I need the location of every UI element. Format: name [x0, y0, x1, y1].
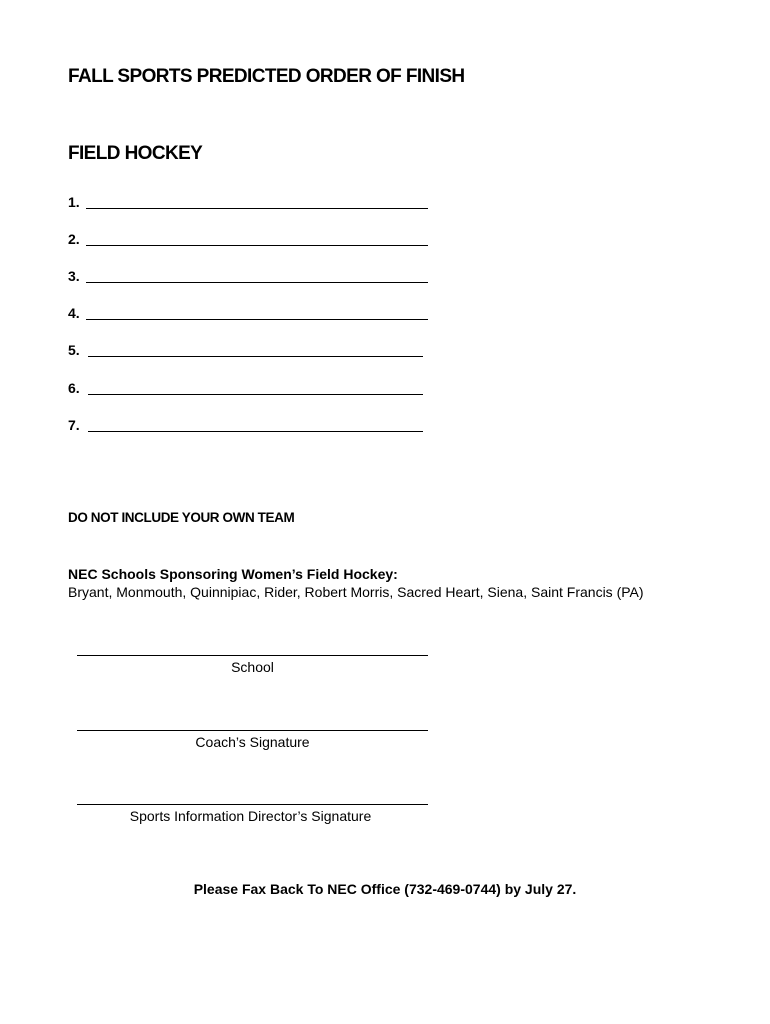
ranking-blank-field[interactable]: [86, 208, 428, 209]
ranking-blank-field[interactable]: [86, 282, 428, 283]
school-label: School: [231, 659, 274, 675]
ranking-line-2: [68, 231, 448, 251]
ranking-line-7: [68, 417, 448, 437]
ranking-line-6: [68, 380, 448, 400]
ranking-line-1: [68, 194, 448, 214]
ranking-line-4: [68, 305, 448, 325]
ranking-number: 7.: [68, 417, 80, 433]
coach-signature-line[interactable]: [77, 730, 428, 731]
school-signature-line[interactable]: [77, 655, 428, 656]
schools-list: Bryant, Monmouth, Quinnipiac, Rider, Robert Morris, Sacred Heart, Siena, Saint Francis (PA): [68, 584, 644, 600]
ranking-blank-field[interactable]: [88, 356, 423, 357]
coach-signature-label: Coach’s Signature: [195, 734, 310, 750]
fax-instructions: Please Fax Back To NEC Office (732-469-0744) by July 27.: [193, 881, 577, 897]
ranking-blank-field[interactable]: [86, 319, 428, 320]
page-title: FALL SPORTS PREDICTED ORDER OF FINISH: [68, 66, 465, 87]
ranking-number: 6.: [68, 380, 80, 396]
ranking-line-3: [68, 268, 448, 288]
ranking-blank-field[interactable]: [88, 394, 423, 395]
ranking-blank-field[interactable]: [88, 431, 423, 432]
ranking-line-5: [68, 342, 448, 362]
ranking-blank-field[interactable]: [86, 245, 428, 246]
sid-signature-block: [77, 804, 428, 824]
ranking-number: 1.: [68, 194, 80, 210]
sid-signature-line[interactable]: [77, 804, 428, 805]
school-signature-block: [77, 655, 428, 675]
schools-heading: NEC Schools Sponsoring Women’s Field Hockey:: [68, 566, 398, 582]
ranking-number: 5.: [68, 342, 80, 358]
ranking-number: 4.: [68, 305, 80, 321]
sid-signature-label: Sports Information Director’s Signature: [129, 808, 372, 824]
ranking-number: 3.: [68, 268, 80, 284]
sport-heading: FIELD HOCKEY: [68, 143, 203, 164]
ranking-number: 2.: [68, 231, 80, 247]
exclusion-notice: DO NOT INCLUDE YOUR OWN TEAM: [68, 510, 295, 525]
coach-signature-block: [77, 730, 428, 750]
